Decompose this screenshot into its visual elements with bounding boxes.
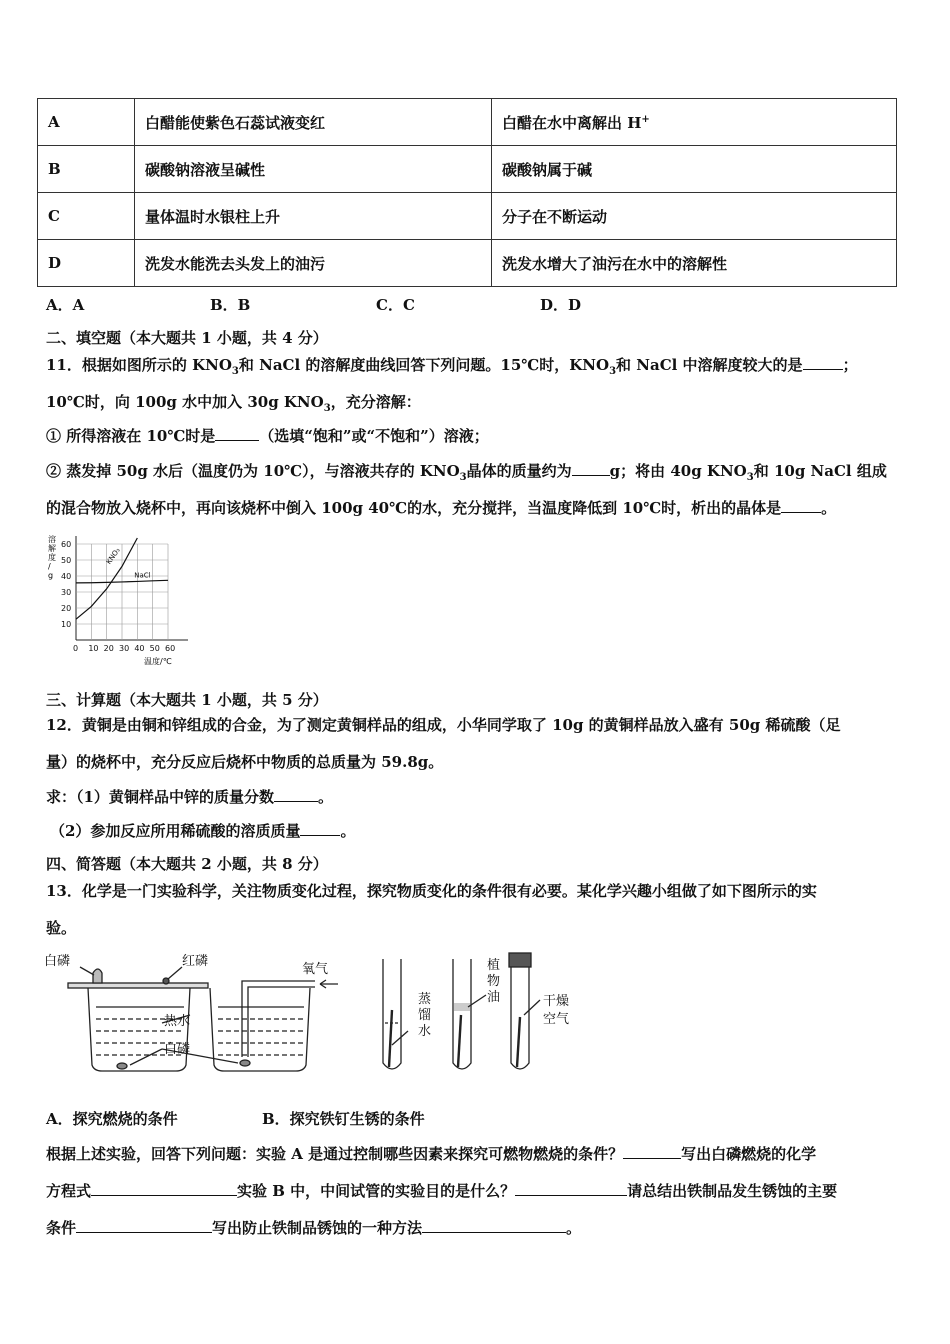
explanation-cell: 碳酸钠属于碱 — [492, 146, 897, 193]
label-white-phosphorus-2: 白磷 — [164, 1042, 191, 1057]
question-11-part-2: ② 蒸发掉 50g 水后（温度仍为 10℃），与溶液共存的 $KNO_3$晶体的质量约为 g；将由 40g $KNO_3$和 10g NaCl 组成 — [46, 462, 887, 483]
test-tube-1 — [383, 959, 401, 1069]
section-heading-fill-in: 二、填空题（本大题共 1 小题，共 4 分） — [46, 329, 328, 347]
question-13-line-2: 验。 — [46, 919, 77, 937]
option-letter: D — [38, 240, 135, 287]
label-oil-2: 物 — [487, 974, 501, 989]
y-tick-label: 60 — [61, 540, 72, 549]
label-distilled-1: 蒸 — [418, 992, 432, 1007]
y-tick-label: 40 — [61, 572, 72, 581]
chart-xlabel: 温度/℃ — [144, 657, 172, 666]
question-11-part-1: ① 所得溶液在 10℃时是 （选填“饱和”或“不饱和”）溶液； — [46, 427, 489, 445]
table-row — [38, 99, 897, 146]
question-11-part-2-cont: 的混合物放入烧杯中，再向该烧杯中倒入 100g 40℃的水，充分搅拌，当温度降低到 10℃时，析出的晶体是 。 — [46, 499, 837, 517]
series-label-kno3: KNO₃ — [104, 546, 122, 566]
label-oxygen: 氧气 — [302, 962, 329, 977]
y-tick-label: 10 — [61, 620, 72, 629]
question-12-line-3: 求：（1）黄铜样品中锌的质量分数 。 — [46, 788, 333, 806]
answer-blank[interactable] — [215, 426, 259, 441]
y-tick-label: 30 — [61, 588, 72, 597]
choice-d: D．D — [540, 296, 582, 314]
explanation-cell: 白醋在水中离解出 H+ — [492, 99, 897, 146]
solubility-chart — [46, 530, 196, 670]
y-tick-label: 50 — [61, 556, 72, 565]
question-13-para-3: 条件 写出防止铁制品锈蚀的一种方法 。 — [46, 1219, 582, 1237]
answer-blank[interactable] — [572, 461, 610, 476]
options-table — [37, 98, 897, 287]
x-tick-label: 50 — [149, 644, 160, 653]
question-12-line-1: 12．黄铜是由铜和锌组成的合金，为了测定黄铜样品的组成，小华同学取了 10g 的黄铜样品放入盛有 50g 稀硫酸（足 — [46, 716, 841, 734]
label-distilled-2: 馏 — [418, 1008, 432, 1023]
x-tick-label: 0 — [73, 644, 79, 653]
x-tick-label: 20 — [103, 644, 114, 653]
answer-blank[interactable] — [515, 1181, 627, 1196]
label-oil-1: 植 — [487, 958, 501, 973]
label-dry-air-1: 干燥 — [543, 994, 570, 1009]
beaker-combustion-2 — [210, 980, 338, 1071]
question-13-line-1: 13．化学是一门实验科学，关注物质变化过程，探究物质变化的条件很有必要。某化学兴趣小组做了如下图所示的实 — [46, 882, 817, 900]
section-heading-calculation: 三、计算题（本大题共 1 小题，共 5 分） — [46, 691, 328, 709]
label-white-phosphorus: 白磷 — [44, 954, 71, 969]
answer-blank[interactable] — [623, 1144, 681, 1159]
series-label-nacl: NaCl — [134, 571, 151, 580]
x-tick-label: 40 — [134, 644, 145, 653]
label-oil-3: 油 — [487, 990, 501, 1005]
explanation-cell: 分子在不断运动 — [492, 193, 897, 240]
answer-blank[interactable] — [274, 787, 318, 802]
label-hot-water: 热水 — [164, 1014, 191, 1029]
label-distilled-3: 水 — [418, 1024, 432, 1039]
x-tick-label: 30 — [119, 644, 130, 653]
table-row — [38, 146, 897, 193]
chart-ticks — [61, 540, 175, 653]
question-11-line-2: 10℃时，向 100g 水中加入 30g $KNO_3$，充分溶解： — [46, 393, 421, 414]
x-tick-label: 10 — [88, 644, 99, 653]
question-13-para-2: 方程式 实验 B 中，中间试管的实验目的是什么？ 请总结出铁制品发生锈蚀的主要 — [46, 1182, 838, 1200]
chart-ylabel: 溶解度/ g — [48, 535, 56, 580]
answer-blank[interactable] — [76, 1218, 212, 1233]
table-row — [38, 193, 897, 240]
phenomenon-cell: 洗发水能洗去头发上的油污 — [135, 240, 492, 287]
choice-c: C．C — [376, 296, 415, 314]
phenomenon-cell: 白醋能使紫色石蕊试液变红 — [135, 99, 492, 146]
answer-blank[interactable] — [781, 498, 821, 513]
answer-blank[interactable] — [300, 821, 340, 836]
choice-b: B．B — [210, 296, 251, 314]
caption-b: B．探究铁钉生锈的条件 — [262, 1110, 425, 1128]
test-tube-2 — [453, 959, 471, 1069]
y-tick-label: 20 — [61, 604, 72, 613]
question-12-line-2: 量）的烧杯中，充分反应后烧杯中物质的总质量为 59.8g。 — [46, 753, 444, 771]
phenomenon-cell: 碳酸钠溶液呈碱性 — [135, 146, 492, 193]
x-tick-label: 60 — [165, 644, 176, 653]
option-letter: A — [38, 99, 135, 146]
label-red-phosphorus: 红磷 — [182, 954, 209, 969]
table-row — [38, 240, 897, 287]
option-letter: B — [38, 146, 135, 193]
answer-blank[interactable] — [91, 1181, 237, 1196]
answer-blank[interactable] — [803, 355, 843, 370]
question-11-line-1: 11．根据如图所示的 $KNO_3$和 NaCl 的溶解度曲线回答下列问题。15℃时，$KNO_3$和 NaCl 中溶解度较大的是 ； — [46, 356, 858, 377]
experiment-figure — [40, 945, 600, 1080]
question-12-line-4: （2）参加反应所用稀硫酸的溶质质量 。 — [50, 822, 356, 840]
choice-a: A．A — [46, 296, 85, 314]
chart-grid — [76, 536, 188, 640]
phenomenon-cell: 量体温时水银柱上升 — [135, 193, 492, 240]
section-heading-short-answer: 四、简答题（本大题共 2 小题，共 8 分） — [46, 855, 328, 873]
option-letter: C — [38, 193, 135, 240]
explanation-cell: 洗发水增大了油污在水中的溶解性 — [492, 240, 897, 287]
answer-blank[interactable] — [422, 1218, 566, 1233]
label-dry-air-2: 空气 — [543, 1012, 570, 1027]
question-13-para-1: 根据上述实验，回答下列问题：实验 A 是通过控制哪些因素来探究可燃物燃烧的条件？ 写出白磷燃烧的化学 — [46, 1145, 817, 1163]
caption-a: A．探究燃烧的条件 — [46, 1110, 178, 1128]
